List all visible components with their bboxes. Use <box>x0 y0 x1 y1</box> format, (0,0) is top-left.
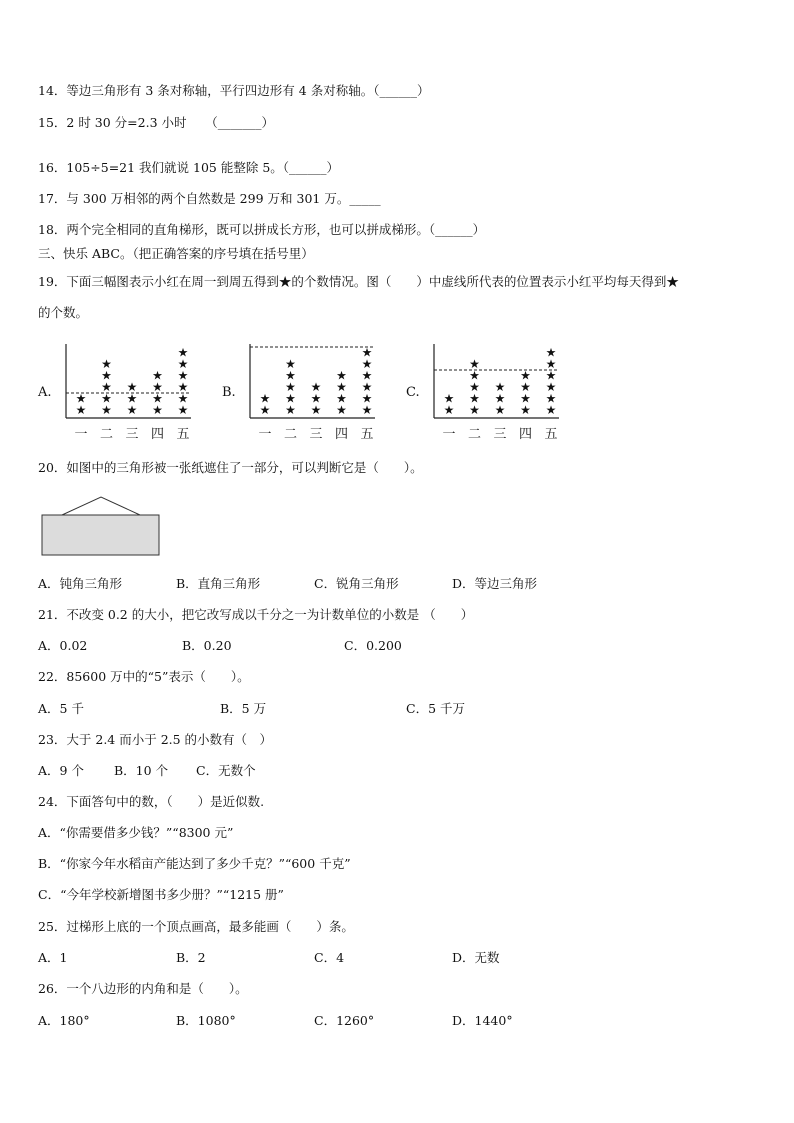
star-mark: ★ <box>285 368 296 383</box>
star-mark: ★ <box>285 357 296 371</box>
star-mark: ★ <box>177 357 189 371</box>
cover-paper <box>42 515 159 555</box>
star-mark: ★ <box>259 403 271 417</box>
day-label: 五 <box>360 427 374 442</box>
q20-option-a[interactable]: A．钝角三角形 <box>38 576 123 591</box>
q23-option-b[interactable]: B．10 个 <box>114 763 169 778</box>
star-mark: ★ <box>152 391 163 406</box>
star-mark: ★ <box>336 403 347 417</box>
star-mark: ★ <box>520 391 531 406</box>
question-15: 15．2 时 30 分=2.3 小时 （_______） <box>38 115 275 130</box>
q26-option-c[interactable]: C．1260° <box>314 1013 375 1028</box>
star-mark: ★ <box>126 403 138 417</box>
q22-option-a[interactable]: A．5 千 <box>38 701 84 716</box>
star-mark: ★ <box>443 403 455 417</box>
q22-option-c[interactable]: C．5 千万 <box>406 701 465 716</box>
question-19-line2: 的个数。 <box>38 305 89 320</box>
star-mark: ★ <box>361 368 373 383</box>
star-mark: ★ <box>469 357 480 371</box>
star-mark: ★ <box>101 357 112 371</box>
star-mark: ★ <box>545 368 557 383</box>
day-label: 三 <box>493 427 507 442</box>
day-label: 二 <box>283 427 298 442</box>
day-label: 一 <box>258 427 272 442</box>
star-mark: ★ <box>152 403 163 417</box>
question-17: 17．与 300 万相邻的两个自然数是 299 万和 301 万。_____ <box>38 191 381 206</box>
star-mark: ★ <box>285 380 296 394</box>
star-mark: ★ <box>177 380 189 394</box>
q25-option-d[interactable]: D．无数 <box>452 950 500 965</box>
graph-label: A. <box>38 385 52 400</box>
q24-option-c[interactable]: C．“今年学校新增图书多少册？”“1215 册” <box>38 887 284 902</box>
q26-option-b[interactable]: B．1080° <box>176 1013 236 1028</box>
day-label: 四 <box>518 427 533 442</box>
star-mark: ★ <box>520 368 531 383</box>
star-mark: ★ <box>285 403 296 417</box>
star-mark: ★ <box>310 391 322 406</box>
graph-label: C. <box>406 385 420 400</box>
question-26: 26．一个八边形的内角和是（ ）。 <box>38 981 248 996</box>
star-mark: ★ <box>259 391 271 406</box>
q22-option-b[interactable]: B．5 万 <box>220 701 267 716</box>
q26-option-a[interactable]: A．180° <box>38 1013 90 1028</box>
star-mark: ★ <box>126 391 138 406</box>
star-mark: ★ <box>361 391 373 406</box>
day-label: 五 <box>176 427 190 442</box>
day-label: 二 <box>99 427 114 442</box>
star-mark: ★ <box>101 380 112 394</box>
q21-option-a[interactable]: A．0.02 <box>38 638 88 653</box>
question-23: 23．大于 2.4 而小于 2.5 的小数有（ ） <box>38 732 273 747</box>
star-mark: ★ <box>520 380 531 394</box>
q25-option-c[interactable]: C．4 <box>314 950 345 965</box>
star-graph-a <box>36 340 196 445</box>
day-label: 一 <box>74 427 88 442</box>
section-3-heading: 三、快乐 ABC。（把正确答案的序号填在括号里） <box>38 246 314 261</box>
star-mark: ★ <box>336 380 347 394</box>
day-label: 一 <box>442 427 456 442</box>
star-mark: ★ <box>75 391 87 406</box>
star-mark: ★ <box>494 403 506 417</box>
star-mark: ★ <box>336 391 347 406</box>
star-mark: ★ <box>101 391 112 406</box>
day-label: 四 <box>334 427 349 442</box>
day-label: 三 <box>125 427 139 442</box>
star-mark: ★ <box>361 380 373 394</box>
question-18: 18．两个完全相同的直角梯形，既可以拼成长方形，也可以拼成梯形。（______） <box>38 222 486 237</box>
star-mark: ★ <box>494 391 506 406</box>
day-label: 五 <box>544 427 558 442</box>
star-mark: ★ <box>361 357 373 371</box>
question-14: 14．等边三角形有 3 条对称轴，平行四边形有 4 条对称轴。（______） <box>38 83 430 98</box>
star-mark: ★ <box>285 391 296 406</box>
star-mark: ★ <box>177 391 189 406</box>
question-19-line1: 19．下面三幅图表示小红在周一到周五得到★的个数情况。图（ ）中虚线所代表的位置表示小红平均每天得到★ <box>38 274 679 289</box>
star-mark: ★ <box>177 403 189 417</box>
day-label: 四 <box>150 427 165 442</box>
star-mark: ★ <box>310 403 322 417</box>
star-mark: ★ <box>177 345 189 360</box>
star-mark: ★ <box>75 403 87 417</box>
star-mark: ★ <box>126 380 138 394</box>
triangle-top <box>62 497 140 515</box>
star-mark: ★ <box>361 345 373 360</box>
star-mark: ★ <box>152 368 163 383</box>
q23-option-c[interactable]: C．无数个 <box>196 763 256 778</box>
covered-triangle-figure <box>40 495 165 560</box>
q25-option-b[interactable]: B．2 <box>176 950 206 965</box>
q25-option-a[interactable]: A．1 <box>38 950 68 965</box>
star-mark: ★ <box>545 357 557 371</box>
day-label: 三 <box>309 427 323 442</box>
question-22: 22．85600 万中的“5”表示（ ）。 <box>38 669 250 684</box>
q23-option-a[interactable]: A．9 个 <box>38 763 84 778</box>
star-mark: ★ <box>545 403 557 417</box>
question-25: 25．过梯形上底的一个顶点画高，最多能画（ ）条。 <box>38 919 354 934</box>
star-mark: ★ <box>177 368 189 383</box>
star-mark: ★ <box>310 380 322 394</box>
star-mark: ★ <box>361 403 373 417</box>
star-mark: ★ <box>101 403 112 417</box>
day-label: 二 <box>467 427 482 442</box>
question-16: 16．105÷5=21 我们就说 105 能整除 5。（______） <box>38 160 340 175</box>
star-mark: ★ <box>469 380 480 394</box>
q20-option-c[interactable]: C．锐角三角形 <box>314 576 399 591</box>
star-mark: ★ <box>152 380 163 394</box>
q24-option-a[interactable]: A．“你需要借多少钱？”“8300 元” <box>38 825 234 840</box>
graph-label: B. <box>222 385 236 400</box>
q20-option-d[interactable]: D．等边三角形 <box>452 576 538 591</box>
question-21: 21．不改变 0.2 的大小，把它改写成以千分之一为计数单位的小数是 （ ） <box>38 607 474 622</box>
star-mark: ★ <box>469 391 480 406</box>
star-mark: ★ <box>469 368 480 383</box>
star-mark: ★ <box>545 380 557 394</box>
q21-option-c[interactable]: C．0.200 <box>344 638 402 653</box>
q21-option-b[interactable]: B．0.20 <box>182 638 232 653</box>
star-graph-c <box>404 340 564 445</box>
star-mark: ★ <box>336 368 347 383</box>
q24-option-b[interactable]: B．“你家今年水稻亩产能达到了多少千克？”“600 千克” <box>38 856 351 871</box>
star-mark: ★ <box>469 403 480 417</box>
star-mark: ★ <box>494 380 506 394</box>
star-mark: ★ <box>101 368 112 383</box>
q20-option-b[interactable]: B．直角三角形 <box>176 576 261 591</box>
star-mark: ★ <box>545 391 557 406</box>
star-graph-b <box>220 340 380 445</box>
star-mark: ★ <box>443 391 455 406</box>
question-24: 24．下面答句中的数，（ ）是近似数. <box>38 794 265 809</box>
q26-option-d[interactable]: D．1440° <box>452 1013 513 1028</box>
star-mark: ★ <box>545 345 557 360</box>
question-20: 20．如图中的三角形被一张纸遮住了一部分，可以判断它是（ ）。 <box>38 460 423 475</box>
star-mark: ★ <box>520 403 531 417</box>
